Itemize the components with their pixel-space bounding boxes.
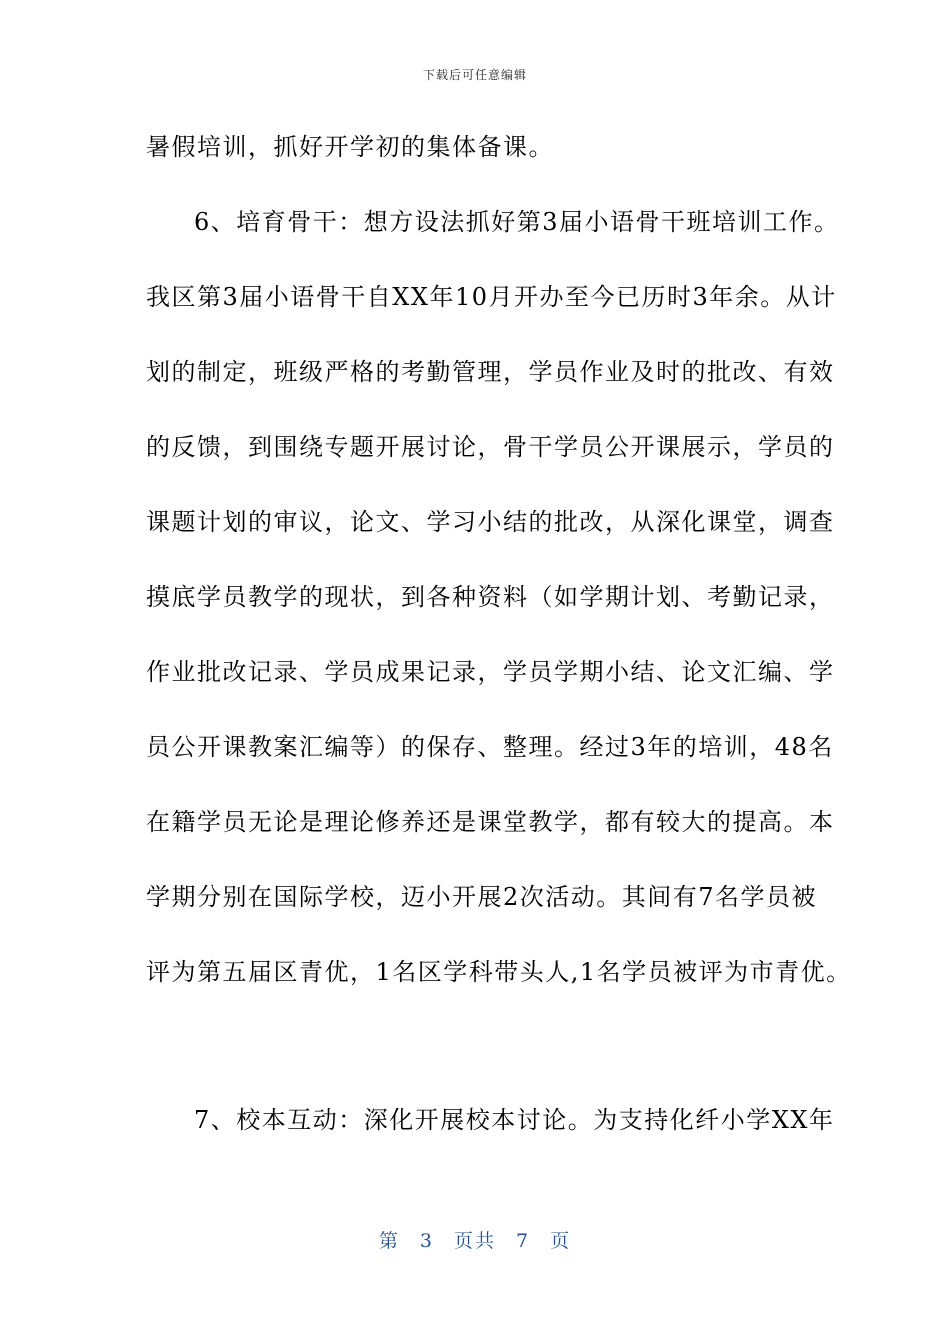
current-page-number: 3: [419, 1230, 434, 1252]
page-footer: [0, 1226, 950, 1253]
page-suffix: 页: [550, 1230, 572, 1252]
text-line: 6、培育骨干：想方设法抓好第3届小语骨干班培训工作。: [194, 208, 840, 236]
text-line: 课题计划的审议，论文、学习小结的批改，从深化课堂，调查: [146, 508, 835, 536]
text-line: 作业批改记录、学员成果记录，学员学期小结、论文汇编、学: [146, 658, 835, 686]
text-line: 7、校本互动：深化开展校本讨论。为支持化纤小学XX年: [194, 1106, 835, 1134]
page-prefix: 第: [378, 1230, 400, 1252]
total-pages-number: 7: [516, 1230, 531, 1252]
text-line: 划的制定，班级严格的考勤管理，学员作业及时的批改、有效: [146, 358, 835, 386]
text-line: 员公开课教案汇编等）的保存、整理。经过3年的培训，48名: [146, 733, 834, 761]
text-line: 的反馈，到围绕专题开展讨论，骨干学员公开课展示，学员的: [146, 433, 835, 461]
text-line: 我区第3届小语骨干自XX年10月开办至今已历时3年余。从计: [146, 283, 837, 311]
text-line: 暑假培训，抓好开学初的集体备课。: [146, 133, 554, 161]
page-middle: 页共: [453, 1230, 496, 1252]
text-line: 学期分别在国际学校，迈小开展2次活动。其间有7名学员被: [146, 883, 818, 911]
text-line: 评为第五届区青优，1名区学科带头人,1名学员被评为市青优。: [146, 958, 852, 986]
text-line: 摸底学员教学的现状，到各种资料（如学期计划、考勤记录，: [146, 583, 835, 611]
header-note: 下载后可任意编辑: [422, 68, 527, 82]
text-line: 在籍学员无论是理论修养还是课堂教学，都有较大的提高。本: [146, 808, 835, 836]
